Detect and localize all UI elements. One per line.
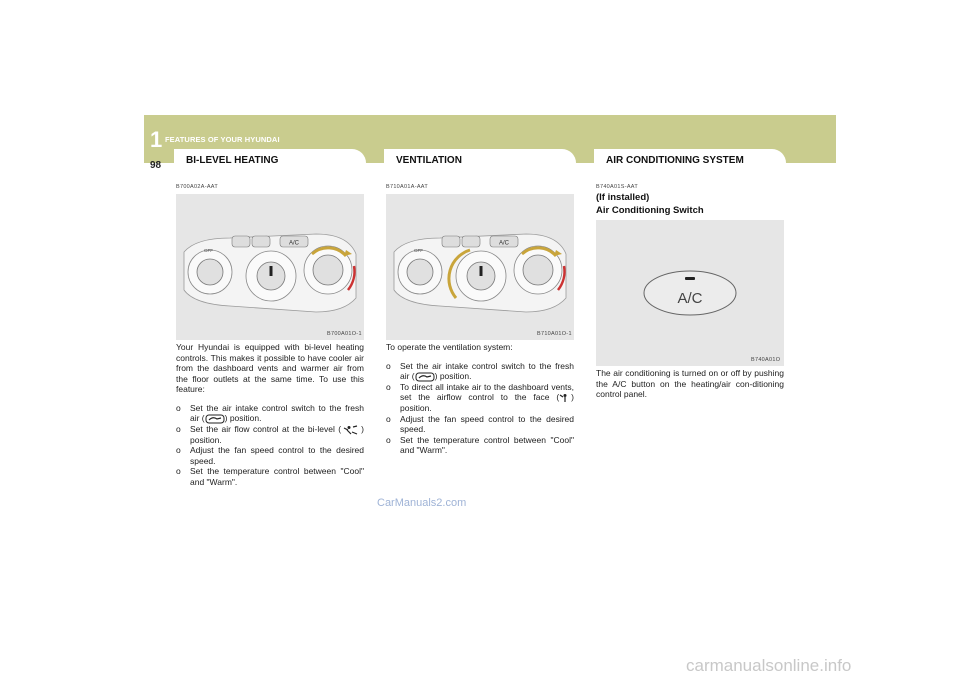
ac-switch-illustration xyxy=(596,220,784,366)
intro-paragraph: The air conditioning is turned on or off by pushing the A/C button on the heating/air con-ditioning control panel. xyxy=(596,368,784,399)
chapter-number: 1 xyxy=(150,127,163,152)
section-tab-air-conditioning: AIR CONDITIONING SYSTEM xyxy=(594,149,786,173)
ac-button-label: A/C xyxy=(677,290,703,307)
figure-ac-switch xyxy=(596,220,784,366)
figure-caption: B710A01O-1 xyxy=(537,331,572,337)
list-item: o Set the temperature control between "Cool" and "Warm". xyxy=(176,466,364,487)
section-body-bi-level-heating xyxy=(176,342,364,487)
fresh-air-button xyxy=(462,236,480,247)
section-code: B700A02A-AAT xyxy=(176,184,219,190)
face-vent-icon xyxy=(559,393,571,403)
intro-paragraph: Your Hyundai is equipped with bi-level heating controls. This makes it possible to have cooler air from the dashboard vents and warmer air from the floor outlets at the same time. To use this feature: xyxy=(176,342,364,394)
bi-level-icon xyxy=(341,425,361,435)
off-label: OFF xyxy=(414,248,423,253)
section-tab-ventilation: VENTILATION xyxy=(384,149,576,173)
control-panel-illustration xyxy=(386,194,574,340)
subtitle-if-installed: (If installed) xyxy=(596,192,650,203)
section-tab-bi-level-heating: BI-LEVEL HEATING xyxy=(174,149,366,173)
chapter-title: FEATURES OF YOUR HYUNDAI xyxy=(165,135,280,144)
list-item: o Set the air intake control switch to the fresh air ( ) position. xyxy=(386,360,574,381)
heater-control-panel xyxy=(184,234,356,312)
intro-paragraph: To operate the ventilation system: xyxy=(386,342,513,352)
fresh-air-icon xyxy=(205,414,225,424)
list-item: o Adjust the fan speed control to the desired speed. xyxy=(386,413,574,434)
figure-bi-level-heating xyxy=(176,194,364,340)
control-panel-illustration xyxy=(176,194,364,340)
figure-caption: B700A01O-1 xyxy=(327,331,362,337)
footer-watermark: carmanualsonline.info xyxy=(686,656,852,675)
figure-ventilation xyxy=(386,194,574,340)
list-item: o Adjust the fan speed control to the desired speed. xyxy=(176,445,364,466)
watermark-link[interactable]: CarManuals2.com xyxy=(377,497,467,509)
figure-caption: B740A01O xyxy=(751,357,781,363)
off-label: OFF xyxy=(204,248,213,253)
page-number: 98 xyxy=(150,160,162,171)
list-item: o Set the temperature control between "Cool" and "Warm". xyxy=(386,434,574,455)
section-body-ventilation xyxy=(386,342,574,456)
recirc-button xyxy=(232,236,250,247)
fresh-air-button xyxy=(252,236,270,247)
recirc-button xyxy=(442,236,460,247)
subtitle-ac-switch: Air Conditioning Switch xyxy=(596,205,704,216)
list-item: o Set the air intake control switch to the fresh air ( ) position. xyxy=(176,402,364,423)
list-item: o To direct all intake air to the dashboard vents, set the airflow control to the face ( ) position. xyxy=(386,381,574,413)
fresh-air-icon xyxy=(415,372,435,382)
list-item: o Set the air flow control at the bi-level ( ) position. xyxy=(176,423,364,445)
section-code: B740A01S-AAT xyxy=(596,184,639,190)
indicator-light xyxy=(685,277,695,280)
heater-control-panel xyxy=(394,234,566,312)
section-body-air-conditioning xyxy=(596,368,784,408)
ac-label: A/C xyxy=(288,240,300,247)
ac-label: A/C xyxy=(498,240,510,247)
section-code: B710A01A-AAT xyxy=(386,184,429,190)
